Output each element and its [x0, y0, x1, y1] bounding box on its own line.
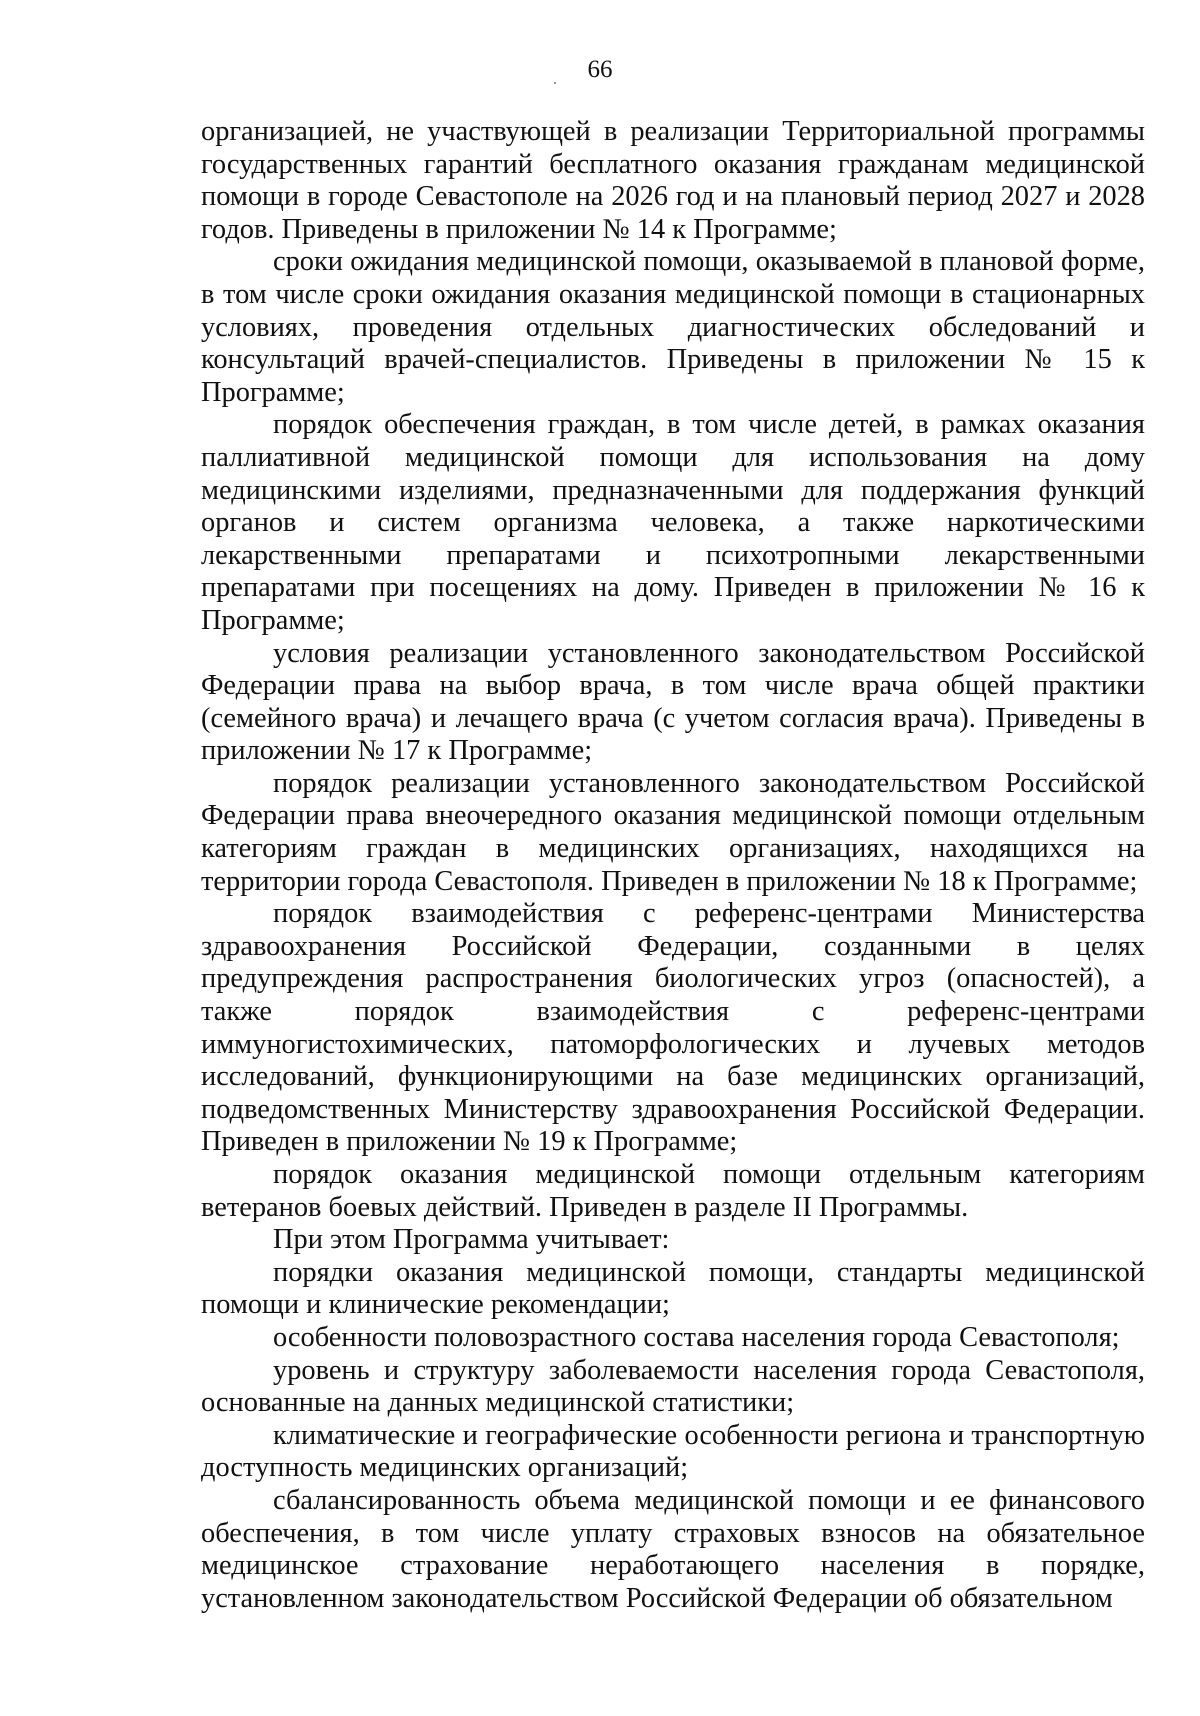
paragraph-demographics: особенности половозрастного состава населения города Севастополя;: [273, 1321, 1120, 1353]
document-body: [201, 116, 1145, 1615]
paragraph-choice-of-doctor: условия реализации установленного законодательством Российской Федерации права на выбор врача, в том числе врача общей практики (семейного врача) и лечащего врача (с учетом согласия врача). Приведены в приложении № 17 к Программе;: [201, 637, 1145, 767]
paragraph-priority-care: порядок реализации установленного законодательством Российской Федерации права внеочередного оказания медицинской помощи отдельным категориям граждан в медицинских организациях, находящихся на территории города Севастополя. Приведен в приложении № 18 к Программе;: [201, 767, 1145, 897]
paragraph-climate: климатические и географические особенности региона и транспортную доступность медицинских организаций;: [201, 1419, 1145, 1484]
paragraph-palliative-care: порядок обеспечения граждан, в том числе детей, в рамках оказания паллиативной медицинской помощи для использования на дому медицинскими изделиями, предназначенными для поддержания функций органов и систем организма человека, а также наркотическими лекарственными препаратами и психотропными лекарственными препаратами при посещениях на дому. Приведен в приложении № 16 к Программе;: [201, 409, 1145, 636]
paragraph-program-considers: При этом Программа учитывает:: [273, 1224, 670, 1256]
paragraph-standards: порядки оказания медицинской помощи, стандарты медицинской помощи и клинические рекомендации;: [201, 1256, 1145, 1321]
paragraph-continuation: организацией, не участвующей в реализации Территориальной программы государственных гарантий бесплатного оказания гражданам медицинской помощи в городе Севастополе на 2026 год и на плановый период 2027 и 2028 годов. Приведены в приложении № 14 к Программе;: [201, 116, 1145, 245]
paragraph-balance: сбалансированность объема медицинской помощи и ее финансового обеспечения, в том числе уплату страховых взносов на обязательное медицинское страхование неработающего населения в порядке, установленном законодательством Российской Федерации об обязательном: [201, 1484, 1145, 1614]
paragraph-veterans: порядок оказания медицинской помощи отдельным категориям ветеранов боевых действий. Приведен в разделе II Программы.: [201, 1159, 1145, 1223]
scan-artifact: [554, 82, 556, 84]
paragraph-waiting-times: сроки ожидания медицинской помощи, оказываемой в плановой форме, в том числе сроки ожидания оказания медицинской помощи в стационарных условиях, проведения отдельных диагностических обследований и консультаций врачей-специалистов. Приведены в приложении № 15 к Программе;: [201, 246, 1145, 408]
page-number: 66: [587, 56, 613, 83]
paragraph-reference-centers: порядок взаимодействия с референс-центрами Министерства здравоохранения Российской Федерации, созданными в целях предупреждения распространения биологических угроз (опасностей), а также порядок взаимодействия с референс-центрами иммуногистохимических, патоморфологических и лучевых методов исследований, функционирующими на базе медицинских организаций, подведомственных Министерству здравоохранения Российской Федерации. Приведен в приложении № 19 к Программе;: [201, 898, 1145, 1158]
paragraph-morbidity: уровень и структуру заболеваемости населения города Севастополя, основанные на данных медицинской статистики;: [201, 1354, 1145, 1419]
